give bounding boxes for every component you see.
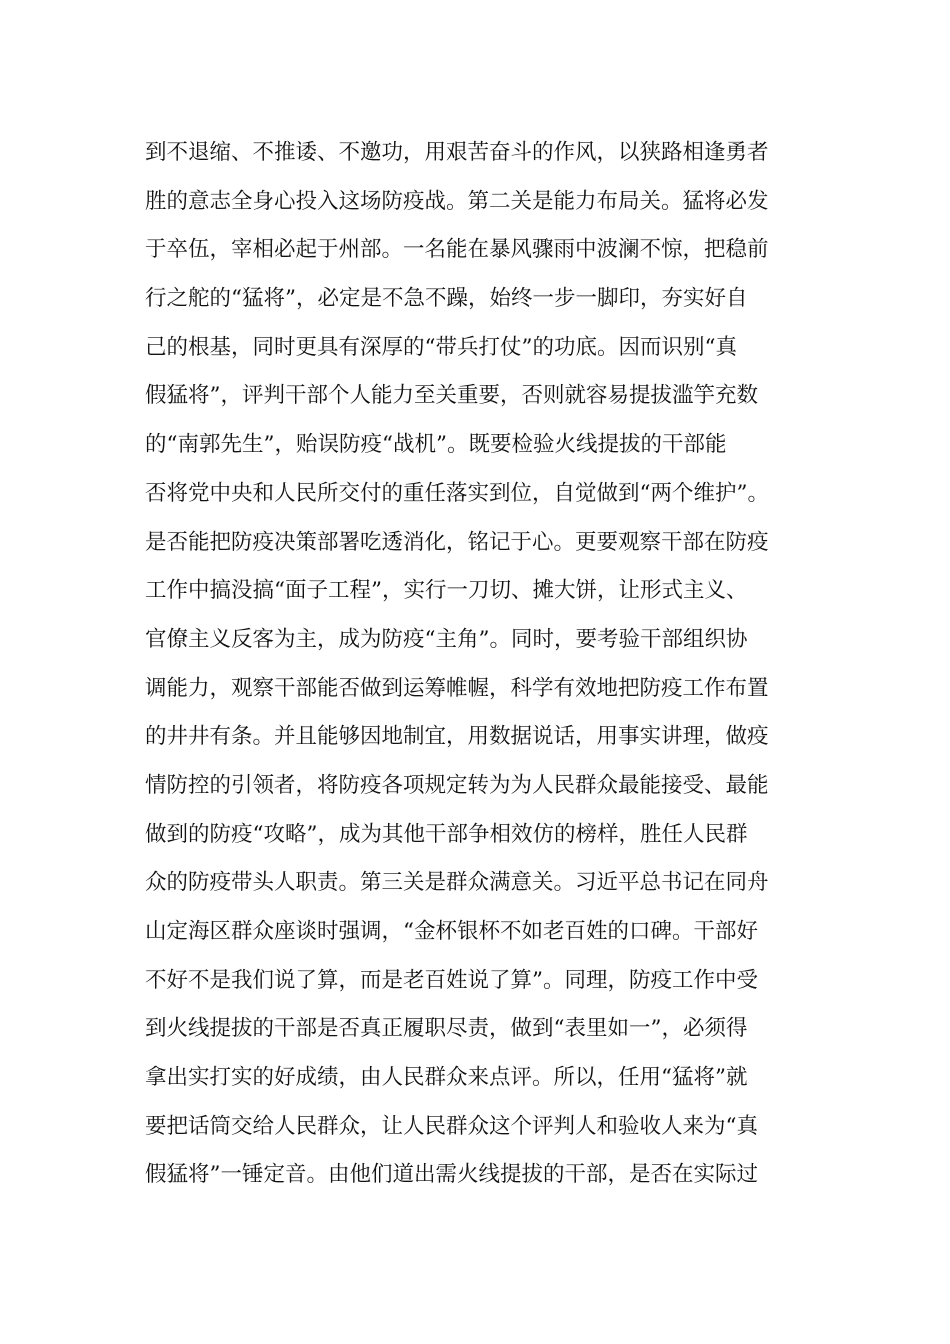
text-line-19: 到火线提拔的干部是否真正履职尽责，做到“表里如一”，必须得	[145, 1016, 748, 1042]
text-line-7: 的“南郭先生”，贻误防疫“战机”。既要检验火线提拔的干部能	[145, 432, 727, 458]
text-line-12: 调能力，观察干部能否做到运筹帷幄，科学有效地把防疫工作布置	[145, 675, 769, 701]
text-line-13: 的井井有条。并且能够因地制宜，用数据说话，用事实讲理，做疫	[145, 724, 769, 750]
text-line-8: 否将党中央和人民所交付的重任落实到位，自觉做到“两个维护”。	[145, 480, 769, 506]
text-line-4: 行之舵的“猛将”，必定是不急不躁，始终一步一脚印，夯实好自	[145, 286, 748, 312]
text-line-1: 到不退缩、不推诿、不邀功，用艰苦奋斗的作风，以狭路相逢勇者	[145, 140, 769, 165]
text-line-17: 山定海区群众座谈时强调，“金杯银杯不如老百姓的口碑。干部好	[145, 919, 758, 944]
text-line-15: 做到的防疫“攻略”，成为其他干部争相效仿的榜样，胜任人民群	[145, 821, 748, 847]
text-line-10: 工作中搞没搞“面子工程”，实行一刀切、摊大饼，让形式主义、	[145, 578, 748, 604]
text-line-22: 假猛将”一锤定音。由他们道出需火线提拔的干部，是否在实际过	[145, 1162, 758, 1188]
text-line-6: 假猛将”，评判干部个人能力至关重要，否则就容易提拔滥竽充数	[145, 383, 758, 409]
text-line-21: 要把话筒交给人民群众，让人民群众这个评判人和验收人来为“真	[145, 1113, 758, 1139]
text-line-3: 于卒伍，宰相必起于州部。一名能在暴风骤雨中波澜不惊，把稳前	[145, 237, 769, 263]
text-line-9: 是否能把防疫决策部署吃透消化，铭记于心。更要观察干部在防疫	[145, 529, 769, 555]
text-line-18: 不好不是我们说了算，而是老百姓说了算”。同理，防疫工作中受	[145, 967, 758, 993]
text-line-20: 拿出实打实的好成绩，由人民群众来点评。所以，任用“猛将”就	[145, 1065, 748, 1091]
text-line-5: 己的根基，同时更具有深厚的“带兵打仗”的功底。因而识别“真	[145, 334, 737, 360]
body-text	[145, 129, 825, 1200]
text-line-16: 众的防疫带头人职责。第三关是群众满意关。习近平总书记在同舟	[145, 870, 769, 896]
text-line-2: 胜的意志全身心投入这场防疫战。第二关是能力布局关。猛将必发	[145, 188, 769, 214]
text-line-14: 情防控的引领者，将防疫各项规定转为为人民群众最能接受、最能	[145, 772, 769, 798]
text-line-11: 官僚主义反客为主，成为防疫“主角”。同时，要考验干部组织协	[145, 626, 748, 652]
